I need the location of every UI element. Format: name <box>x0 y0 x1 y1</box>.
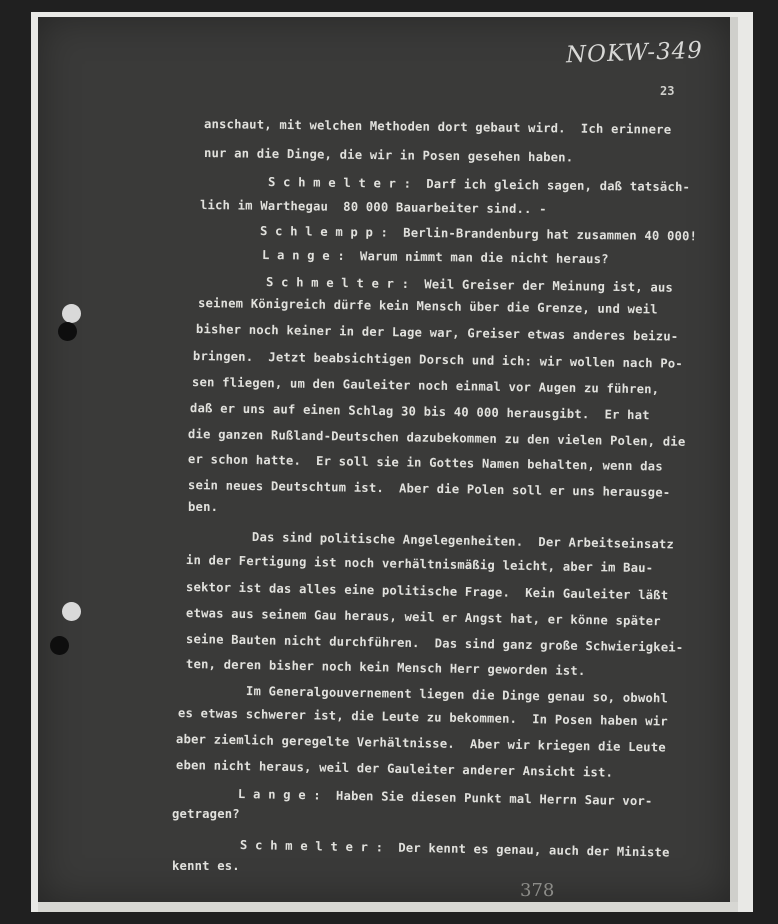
text-line: seine Bauten nicht durchführen. Das sind ganz große Schwierigkei- <box>185 632 684 655</box>
text-line: die ganzen Rußland-Deutschen dazubekommen zu den vielen Polen, die <box>187 427 686 449</box>
text-line: lich im Warthegau 80 000 Bauarbeiter sind.. - <box>199 198 547 217</box>
text-line: sektor ist das alles eine politische Frage. Kein Gauleiter läßt <box>185 580 669 603</box>
text-line: ben. <box>188 500 219 514</box>
text-line: in der Fertigung ist noch verhältnismäßig leicht, aber im Bau- <box>185 553 654 576</box>
speaker-line: S c h m e l t e r : Weil Greiser der Meinung ist, aus <box>265 275 674 295</box>
archive-code: NOKW-349 <box>565 37 704 69</box>
text-line: Im Generalgouvernement liegen die Dinge genau so, obwohl <box>245 684 669 706</box>
speaker-line: L a n g e : Haben Sie diesen Punkt mal Herrn Saur vor- <box>237 787 653 809</box>
text-line: er schon hatte. Er soll sie in Gottes Namen behalten, wenn das <box>187 452 663 474</box>
footer-number: 378 <box>520 880 555 901</box>
text-line: aber ziemlich geregelte Verhältnisse. Aber wir kriegen die Leute <box>175 732 666 755</box>
text-line: ten, deren bisher noch kein Mensch Herr geworden ist. <box>185 657 586 678</box>
text-line: es etwas schwerer ist, die Leute zu bekommen. In Posen haben wir <box>177 706 668 729</box>
text-line: sen fliegen, um den Gauleiter noch einmal vor Augen zu führen, <box>191 375 660 397</box>
speaker-line: S c h m e l t e r : Darf ich gleich sagen, daß tatsäch- <box>267 175 691 195</box>
text-line: bringen. Jetzt beabsichtigen Dorsch und ich: wir wollen nach Po- <box>192 349 683 371</box>
text-line: etwas aus seinem Gau heraus, weil er Angst hat, er könne später <box>185 606 661 629</box>
page-number: 23 <box>660 84 675 98</box>
text-line: nur an die Dinge, die wir in Posen gesehen haben. <box>203 146 574 165</box>
text-line: bisher noch keiner in der Lage war, Greiser etwas anderes beizu- <box>195 322 679 344</box>
text-line: kennt es. <box>172 859 240 873</box>
speaker-line: S c h l e m p p : Berlin-Brandenburg hat zusammen 40 000! <box>259 224 698 244</box>
text-line: anschaut, mit welchen Methoden dort gebaut wird. Ich erinnere <box>203 117 672 137</box>
text-line: seinem Königreich dürfe kein Mensch über die Grenze, und weil <box>197 296 658 317</box>
text-line: getragen? <box>172 807 240 821</box>
text-line: sein neues Deutschtum ist. Aber die Polen soll er uns herausge- <box>187 478 671 500</box>
text-line: daß er uns auf einen Schlag 30 bis 40 000 herausgibt. Er hat <box>189 401 650 423</box>
text-line: Das sind politische Angelegenheiten. Der Arbeitseinsatz <box>251 530 675 552</box>
speaker-line: S c h m e l t e r : Der kennt es genau, auch der Ministe <box>239 838 670 860</box>
text-line: eben nicht heraus, weil der Gauleiter anderer Ansicht ist. <box>175 758 614 780</box>
speaker-line: L a n g e : Warum nimmt man die nicht heraus? <box>261 248 609 267</box>
